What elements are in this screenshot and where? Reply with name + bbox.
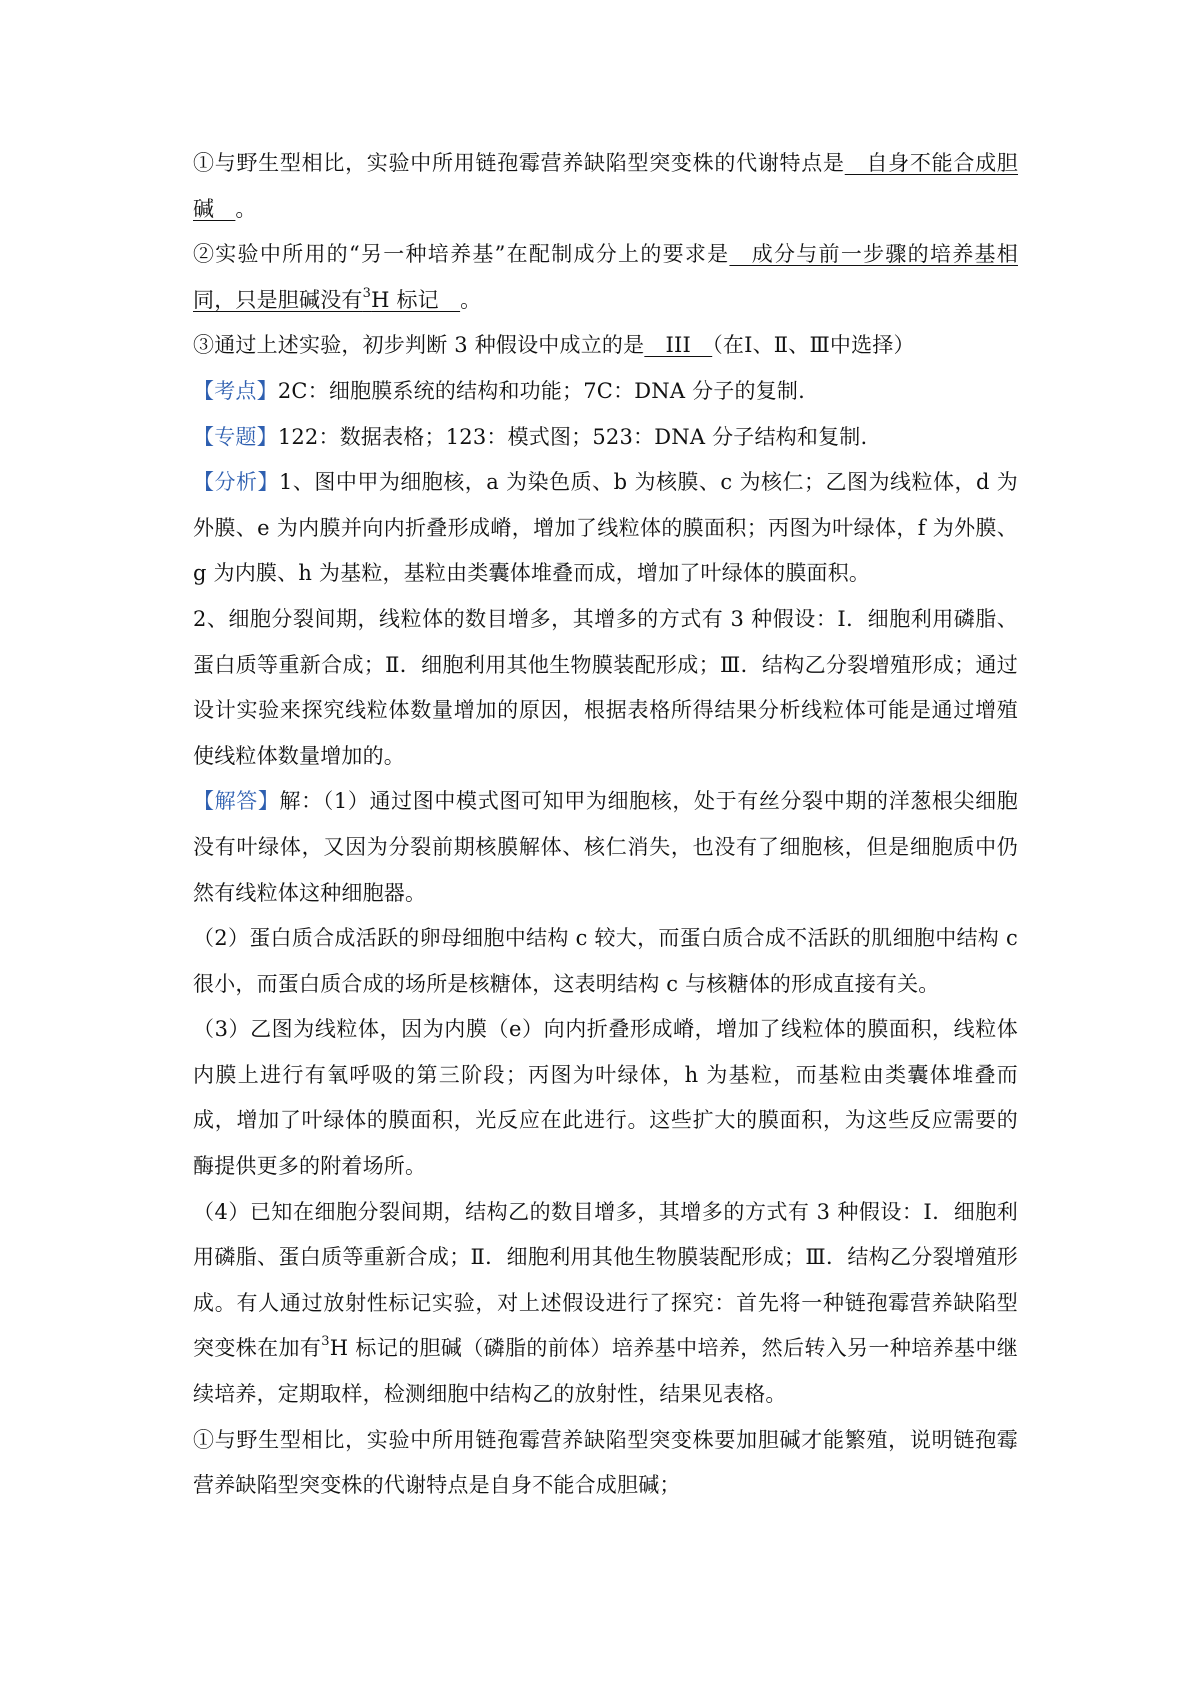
jieda-tag: 【解答】	[193, 789, 280, 814]
zhuanti-section	[193, 415, 1018, 461]
jieda-paragraph-2: （2）蛋白质合成活跃的卵母细胞中结构 c 较大，而蛋白质合成不活跃的肌细胞中结构 c 很小，而蛋白质合成的场所是核糖体，这表明结构 c 与核糖体的形成直接有关。	[193, 926, 1018, 996]
item-3-answer: III	[644, 333, 713, 358]
kaodian-text: 2C：细胞膜系统的结构和功能；7C：DNA 分子的复制.	[277, 378, 805, 403]
kaodian-tag: 【考点】	[193, 378, 278, 403]
question-item-2	[193, 232, 1018, 323]
item-2-end: 。	[460, 287, 482, 312]
jieda-paragraph-5: ①与野生型相比，实验中所用链孢霉营养缺陷型突变株要加胆碱才能繁殖，说明链孢霉营养缺陷型突变株的代谢特点是自身不能合成胆碱；	[193, 1427, 1018, 1498]
jieda-paragraph-4-part-b: H 标记的胆碱（磷脂的前体）培养基中培养，然后转入另一种培养基中继续培养，定期取样，检测细胞中结构乙的放射性，结果见表格。	[193, 1336, 1018, 1407]
fenxi-section	[193, 460, 1018, 597]
item-1-prompt: ①与野生型相比，实验中所用链孢霉营养缺陷型突变株的代谢特点是	[193, 151, 845, 175]
zhuanti-text: 122：数据表格；123：模式图；523：DNA 分子结构和复制.	[277, 424, 868, 449]
question-item-1	[193, 141, 1018, 232]
jieda-paragraph-4-part-a: （4）已知在细胞分裂间期，结构乙的数目增多，其增多的方式有 3 种假设：Ⅰ．细胞利用磷脂、蛋白质等重新合成；Ⅱ．细胞利用其他生物膜装配形成；Ⅲ．结构乙分裂增殖形成。有人通过放射性标记实验，对上述假设进行了探究：首先将一种链孢霉营养缺陷型突变株在加有	[193, 1199, 1018, 1361]
kaodian-section	[193, 369, 1018, 415]
question-item-3	[193, 323, 1018, 369]
jieda-paragraph-4-superscript: 3	[321, 1334, 330, 1350]
jieda-paragraph-3: （3）乙图为线粒体，因为内膜（e）向内折叠形成嵴，增加了线粒体的膜面积，线粒体内膜上进行有氧呼吸的第三阶段；丙图为叶绿体，h 为基粒，而基粒由类囊体堆叠而成，增加了叶绿体的膜面积，光反应在此进行。这些扩大的膜面积，为这些反应需要的酶提供更多的附着场所。	[193, 1017, 1018, 1179]
jieda-section	[193, 779, 1018, 916]
item-3-prompt: ③通过上述实验，初步判断 3 种假设中成立的是	[193, 333, 645, 358]
zhuanti-tag: 【专题】	[193, 424, 278, 449]
item-2-answer-part-a: 成分与前一步骤的培养基相同，只是胆碱没有	[193, 242, 1018, 312]
jieda-paragraph-4	[193, 1190, 1018, 1418]
item-1-end: 。	[235, 196, 257, 221]
fenxi-paragraph-1: 1、图中甲为细胞核，a 为染色质、b 为核膜、c 为核仁；乙图为线粒体，d 为外膜、e 为内膜并向内折叠形成嵴，增加了线粒体的膜面积；丙图为叶绿体，f 为外膜、g 为内膜、h 为基粒，基粒由类囊体堆叠而成，增加了叶绿体的膜面积。	[193, 470, 1018, 586]
item-2-answer-part-b: H 标记	[371, 287, 461, 312]
item-3-note: （在Ⅰ、Ⅱ、Ⅲ中选择）	[712, 333, 915, 358]
fenxi-paragraph-2: 2、细胞分裂间期，线粒体的数目增多，其增多的方式有 3 种假设：Ⅰ．细胞利用磷脂、蛋白质等重新合成；Ⅱ．细胞利用其他生物膜装配形成；Ⅲ．结构乙分裂增殖形成；通过设计实验来探究线粒体数量增加的原因，根据表格所得结果分析线粒体可能是通过增殖使线粒体数量增加的。	[193, 606, 1018, 768]
item-2-prompt: ②实验中所用的“另一种培养基”在配制成分上的要求是	[193, 242, 730, 267]
item-2-superscript: 3	[362, 285, 372, 301]
jieda-paragraph-1: 解：（1）通过图中模式图可知甲为细胞核，处于有丝分裂中期的洋葱根尖细胞没有叶绿体，又因为分裂前期核膜解体、核仁消失，也没有了细胞核，但是细胞质中仍然有线粒体这种细胞器。	[193, 789, 1018, 905]
fenxi-tag: 【分析】	[193, 470, 279, 495]
document-body	[193, 141, 1018, 1509]
item-1-answer: 自身不能合成胆碱	[193, 151, 1019, 221]
